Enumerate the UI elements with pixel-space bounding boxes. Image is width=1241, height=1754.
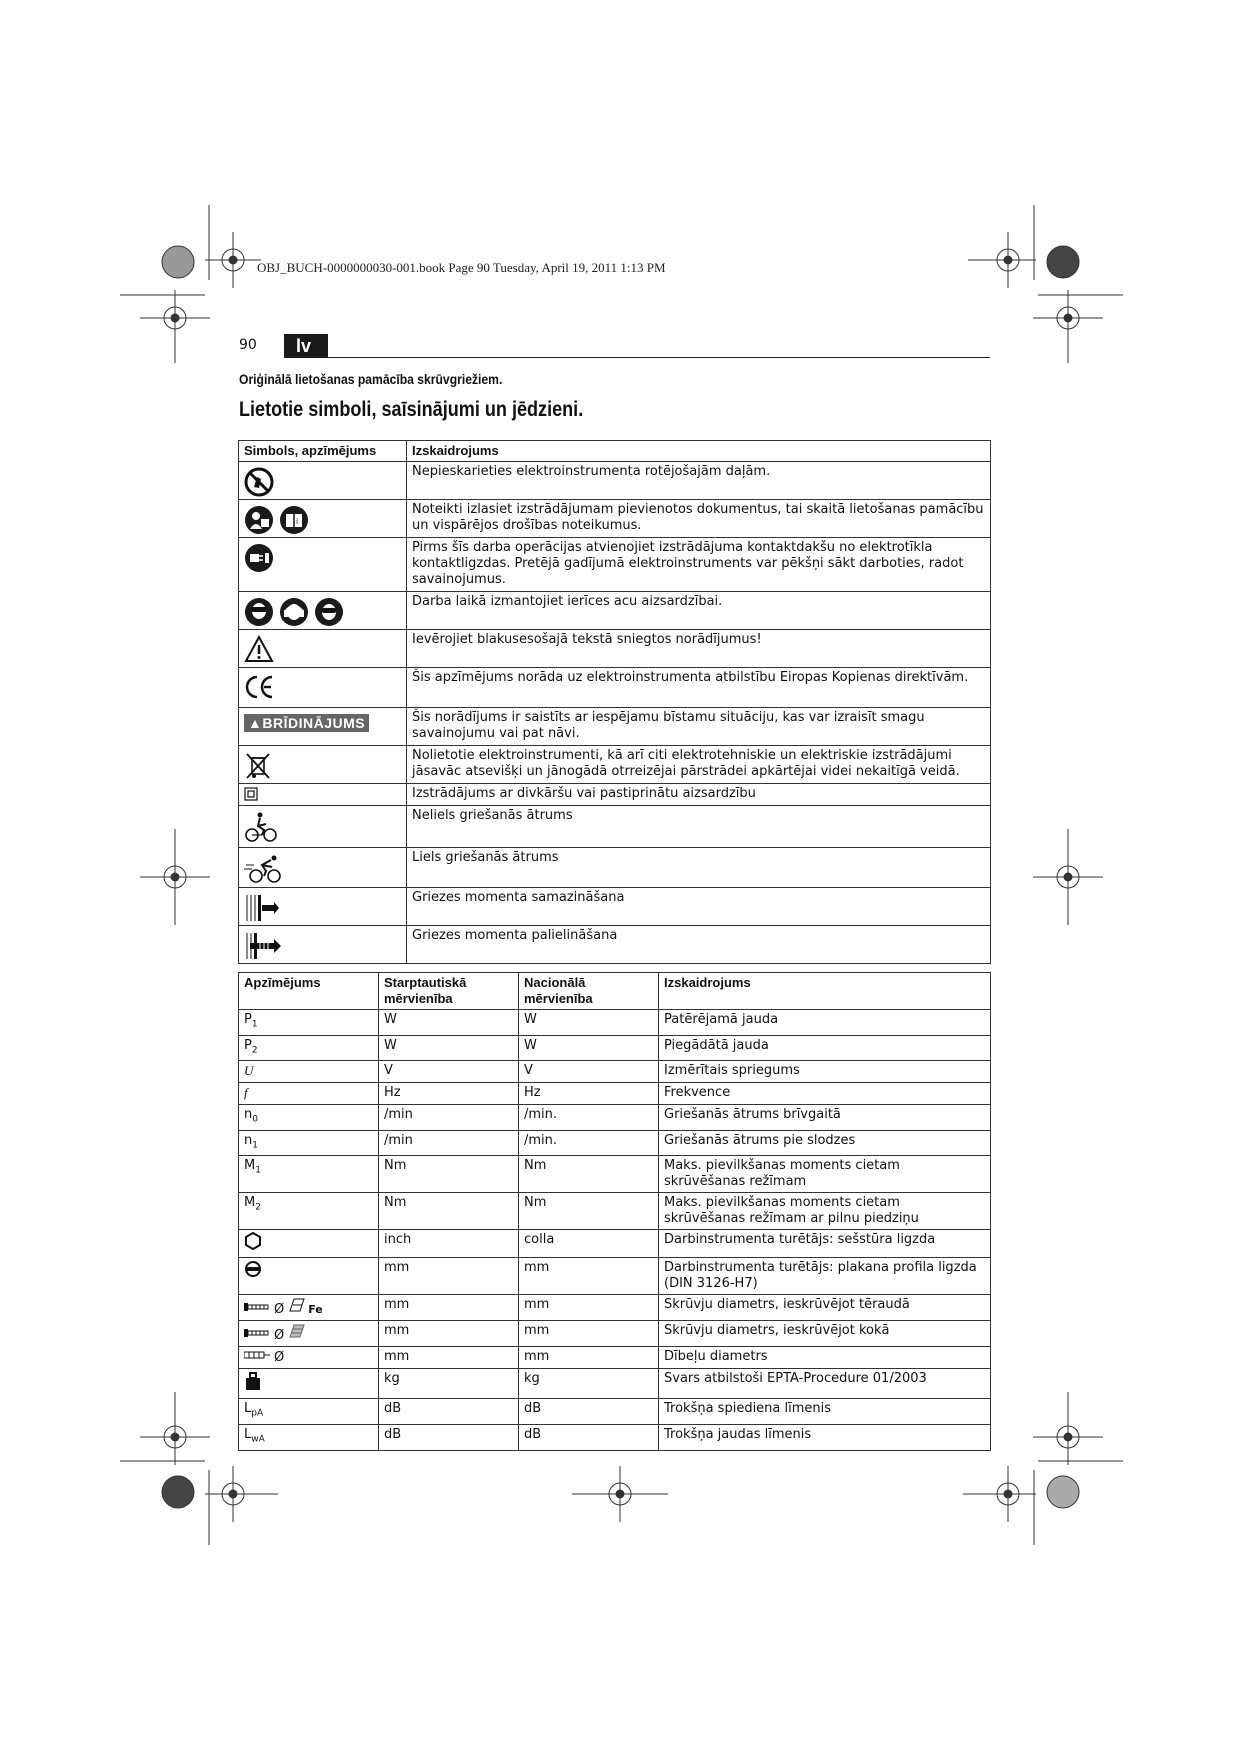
symbol-cell bbox=[239, 668, 407, 708]
units-table bbox=[238, 972, 991, 1451]
high-speed-cyclist-icon bbox=[244, 853, 284, 885]
intl-unit-cell: dB bbox=[379, 1424, 519, 1450]
national-unit-cell: mm bbox=[519, 1321, 659, 1347]
description-cell: Patērējamā jauda bbox=[659, 1010, 991, 1036]
national-unit-cell: Nm bbox=[519, 1156, 659, 1193]
symbol-cell bbox=[239, 1156, 379, 1193]
table-row bbox=[239, 1399, 991, 1425]
table-header-cell: Izskaidrojums bbox=[407, 441, 991, 462]
symbol-cell bbox=[239, 500, 407, 538]
national-unit-cell: /min. bbox=[519, 1105, 659, 1131]
warning-triangle-icon: ▲ bbox=[248, 715, 263, 731]
intl-unit-cell: /min bbox=[379, 1130, 519, 1156]
national-unit-cell: Nm bbox=[519, 1193, 659, 1230]
weee-bin-icon bbox=[244, 751, 272, 781]
print-info: OBJ_BUCH-0000000030-001.book Page 90 Tuesday, April 19, 2011 1:13 PM bbox=[257, 260, 666, 275]
symbol-subscript: 1 bbox=[251, 1019, 258, 1030]
diameter-symbol: Ø bbox=[274, 1328, 285, 1344]
symbol-cell bbox=[239, 926, 407, 964]
national-unit-cell: kg bbox=[519, 1369, 659, 1399]
face-shield-icon bbox=[244, 597, 274, 627]
symbol-cell bbox=[239, 708, 407, 746]
description-cell: Neliels griešanās ātrums bbox=[407, 806, 991, 848]
national-unit-cell: dB bbox=[519, 1424, 659, 1450]
table-row bbox=[239, 538, 991, 592]
symbol-text: U bbox=[244, 1063, 254, 1079]
table-row bbox=[239, 1321, 991, 1347]
table-header-row bbox=[239, 441, 991, 462]
read-documents-icon bbox=[244, 505, 274, 535]
table-row bbox=[239, 462, 991, 500]
table-row bbox=[239, 630, 991, 668]
symbol-cell bbox=[239, 1424, 379, 1450]
screw-steel-icon bbox=[244, 1302, 270, 1317]
national-unit-cell: V bbox=[519, 1061, 659, 1083]
table-row bbox=[239, 806, 991, 848]
flat-profile-socket-icon bbox=[244, 1267, 262, 1282]
symbol-cell bbox=[239, 1347, 379, 1369]
table-row bbox=[239, 708, 991, 746]
description-cell: Izstrādājums ar divkāršu vai pastiprinātu aizsardzību bbox=[407, 784, 991, 806]
table-row bbox=[239, 1083, 991, 1105]
description-cell: Skrūvju diametrs, ieskrūvējot tēraudā bbox=[659, 1295, 991, 1321]
symbol-cell bbox=[239, 538, 407, 592]
intl-unit-cell: W bbox=[379, 1035, 519, 1061]
table-row bbox=[239, 1258, 991, 1295]
symbol-cell bbox=[239, 1321, 379, 1347]
symbol-text: L bbox=[244, 1426, 252, 1442]
header-rule bbox=[284, 357, 990, 358]
description-cell: Šis apzīmējums norāda uz elektroinstrumenta atbilstību Eiropas Kopienas direktīvām. bbox=[407, 668, 991, 708]
description-cell: Piegādātā jauda bbox=[659, 1035, 991, 1061]
description-cell: Frekvence bbox=[659, 1083, 991, 1105]
national-unit-cell: /min. bbox=[519, 1130, 659, 1156]
table-row bbox=[239, 1347, 991, 1369]
table-header-cell: Izskaidrojums bbox=[659, 973, 991, 1010]
table-row bbox=[239, 784, 991, 806]
description-cell: Darbinstrumenta turētājs: sešstūra ligzda bbox=[659, 1230, 991, 1258]
symbol-cell bbox=[239, 1295, 379, 1321]
symbol-cell bbox=[239, 1369, 379, 1399]
intl-unit-cell: mm bbox=[379, 1347, 519, 1369]
material-label: Fe bbox=[308, 1303, 323, 1317]
description-cell: Pirms šīs darba operācijas atvienojiet izstrādājuma kontaktdakšu no elektrotīkla kontaktligzdas. Pretējā gadījumā elektroinstruments var pēkšņi sākt darboties, radot savainojumus. bbox=[407, 538, 991, 592]
symbol-cell bbox=[239, 1105, 379, 1131]
symbol-cell bbox=[239, 1130, 379, 1156]
table-row bbox=[239, 1424, 991, 1450]
national-unit-cell: dB bbox=[519, 1399, 659, 1425]
description-cell: Noteikti izlasiet izstrādājumam pievienotos dokumentus, tai skaitā lietošanas pamācību un vispārējos drošības noteikumus. bbox=[407, 500, 991, 538]
table-row bbox=[239, 1156, 991, 1193]
table-row bbox=[239, 500, 991, 538]
symbol-text: L bbox=[244, 1401, 252, 1417]
symbol-text: P bbox=[244, 1012, 252, 1027]
symbol-subscript: wA bbox=[251, 1434, 265, 1445]
national-unit-cell: W bbox=[519, 1035, 659, 1061]
low-speed-cyclist-icon bbox=[244, 811, 278, 843]
symbol-cell bbox=[239, 630, 407, 668]
warning-label bbox=[244, 714, 369, 732]
symbol-cell bbox=[239, 784, 407, 806]
page-number: 90 bbox=[239, 337, 257, 353]
ear-protection-icon bbox=[279, 597, 309, 627]
symbol-cell bbox=[239, 462, 407, 500]
wood-plank-icon bbox=[288, 1323, 306, 1339]
symbol-cell bbox=[239, 888, 407, 926]
description-cell: Griešanās ātrums brīvgaitā bbox=[659, 1105, 991, 1131]
national-unit-cell: colla bbox=[519, 1230, 659, 1258]
table-row bbox=[239, 1010, 991, 1036]
description-cell: Izmērītais spriegums bbox=[659, 1061, 991, 1083]
table-header-row bbox=[239, 973, 991, 1010]
table-row bbox=[239, 746, 991, 784]
intl-unit-cell: Nm bbox=[379, 1193, 519, 1230]
national-unit-cell: mm bbox=[519, 1347, 659, 1369]
description-cell: Griezes momenta samazināšana bbox=[407, 888, 991, 926]
table-row bbox=[239, 888, 991, 926]
svg-text:i: i bbox=[296, 517, 299, 526]
units-table-body bbox=[239, 1010, 991, 1451]
description-cell: Šis norādījums ir saistīts ar iespējamu bīstamu situāciju, kas var izraisīt smagu savainojumu vai pat nāvi. bbox=[407, 708, 991, 746]
intl-unit-cell: mm bbox=[379, 1321, 519, 1347]
symbol-subscript: 2 bbox=[255, 1202, 261, 1213]
dowel-icon bbox=[244, 1350, 270, 1365]
intl-unit-cell: Nm bbox=[379, 1156, 519, 1193]
description-cell: Skrūvju diametrs, ieskrūvējot kokā bbox=[659, 1321, 991, 1347]
intl-unit-cell: dB bbox=[379, 1399, 519, 1425]
intl-unit-cell: mm bbox=[379, 1258, 519, 1295]
diameter-symbol: Ø bbox=[274, 1302, 285, 1318]
national-unit-cell: mm bbox=[519, 1295, 659, 1321]
table-row bbox=[239, 668, 991, 708]
symbol-cell bbox=[239, 746, 407, 784]
intl-unit-cell: inch bbox=[379, 1230, 519, 1258]
description-cell: Maks. pievilkšanas moments cietam skrūvēšanas režīmam bbox=[659, 1156, 991, 1193]
intl-unit-cell: /min bbox=[379, 1105, 519, 1131]
ce-mark-icon bbox=[244, 673, 276, 701]
symbol-text: P bbox=[244, 1037, 252, 1053]
description-cell: Svars atbilstoši EPTA-Procedure 01/2003 bbox=[659, 1369, 991, 1399]
torque-decrease-icon bbox=[244, 893, 280, 923]
warning-triangle-icon bbox=[244, 635, 274, 663]
symbol-cell bbox=[239, 806, 407, 848]
symbol-text: n bbox=[244, 1107, 253, 1123]
symbol-cell bbox=[239, 1399, 379, 1425]
symbol-cell bbox=[239, 1193, 379, 1230]
no-touch-rotating-icon bbox=[244, 467, 274, 497]
metal-plate-icon bbox=[288, 1297, 306, 1313]
intl-unit-cell: Hz bbox=[379, 1083, 519, 1105]
table-row bbox=[239, 926, 991, 964]
description-cell: Trokšņa jaudas līmenis bbox=[659, 1424, 991, 1450]
symbol-text: M bbox=[244, 1195, 256, 1211]
screw-wood-icon bbox=[244, 1328, 270, 1343]
table-row bbox=[239, 1035, 991, 1061]
symbol-cell bbox=[239, 592, 407, 630]
national-unit-cell: mm bbox=[519, 1258, 659, 1295]
description-cell: Darba laikā izmantojiet ierīces acu aizsardzībai. bbox=[407, 592, 991, 630]
table-row bbox=[239, 1230, 991, 1258]
description-cell: Griešanās ātrums pie slodzes bbox=[659, 1130, 991, 1156]
description-cell: Trokšņa spiediena līmenis bbox=[659, 1399, 991, 1425]
description-cell: Maks. pievilkšanas moments cietam skrūvēšanas režīmam ar pilnu piedziņu bbox=[659, 1193, 991, 1230]
symbol-text: n bbox=[244, 1132, 253, 1148]
section-title: Lietotie simboli, saīsinājumi un jēdzieni. bbox=[239, 398, 584, 421]
symbols-table bbox=[238, 440, 991, 964]
symbol-cell bbox=[239, 1083, 379, 1105]
national-unit-cell: W bbox=[519, 1010, 659, 1036]
symbol-subscript: pA bbox=[251, 1408, 264, 1419]
symbol-text: f bbox=[244, 1085, 248, 1101]
unplug-icon bbox=[244, 543, 274, 573]
symbol-cell bbox=[239, 1010, 379, 1036]
table-row bbox=[239, 1369, 991, 1399]
table-row bbox=[239, 592, 991, 630]
table-header-cell: Simbols, apzīmējums bbox=[239, 441, 407, 462]
symbol-cell bbox=[239, 1061, 379, 1083]
table-row bbox=[239, 1105, 991, 1131]
symbol-cell bbox=[239, 1230, 379, 1258]
intl-unit-cell: kg bbox=[379, 1369, 519, 1399]
diameter-symbol: Ø bbox=[274, 1350, 285, 1366]
intl-unit-cell: W bbox=[379, 1010, 519, 1036]
table-row bbox=[239, 848, 991, 888]
national-unit-cell: Hz bbox=[519, 1083, 659, 1105]
table-header-cell: Nacionālā mērvienība bbox=[519, 973, 659, 1010]
manual-book-icon bbox=[279, 505, 309, 535]
intl-unit-cell: mm bbox=[379, 1295, 519, 1321]
table-row bbox=[239, 1295, 991, 1321]
symbol-cell bbox=[239, 1258, 379, 1295]
table-row bbox=[239, 1061, 991, 1083]
weight-icon bbox=[244, 1380, 262, 1395]
table-row bbox=[239, 1130, 991, 1156]
description-cell: Nepieskarieties elektroinstrumenta rotējošajām daļām. bbox=[407, 462, 991, 500]
symbol-cell bbox=[239, 1035, 379, 1061]
double-insulation-icon bbox=[244, 787, 258, 801]
table-header-cell: Starptautiskā mērvienība bbox=[379, 973, 519, 1010]
safety-goggles-icon bbox=[314, 597, 344, 627]
symbol-cell bbox=[239, 848, 407, 888]
document-subtitle: Oriģinālā lietošanas pamācība skrūvgriežiem. bbox=[239, 372, 503, 387]
language-tab: lv bbox=[284, 334, 328, 358]
symbol-subscript: 1 bbox=[255, 1165, 261, 1176]
description-cell: Nolietotie elektroinstrumenti, kā arī citi elektrotehniskie un elektriskie izstrādājumi jāsavāc atsevišķi un jānogādā otrreizējai pārstrādei apkārtējai videi nekaitīgā veidā. bbox=[407, 746, 991, 784]
description-cell: Griezes momenta palielināšana bbox=[407, 926, 991, 964]
table-header-cell: Apzīmējums bbox=[239, 973, 379, 1010]
description-cell: Liels griešanās ātrums bbox=[407, 848, 991, 888]
symbol-text: M bbox=[244, 1158, 256, 1174]
symbol-subscript: 1 bbox=[252, 1140, 258, 1151]
hex-socket-icon bbox=[244, 1239, 262, 1254]
description-cell: Ievērojiet blakusesošajā tekstā sniegtos norādījumus! bbox=[407, 630, 991, 668]
torque-increase-icon bbox=[244, 931, 284, 961]
symbol-subscript: 0 bbox=[252, 1114, 258, 1125]
warning-label-text: BRĪDINĀJUMS bbox=[262, 715, 366, 731]
symbol-subscript: 2 bbox=[251, 1045, 258, 1056]
description-cell: Darbinstrumenta turētājs: plakana profila ligzda (DIN 3126-H7) bbox=[659, 1258, 991, 1295]
table-row bbox=[239, 1193, 991, 1230]
intl-unit-cell: V bbox=[379, 1061, 519, 1083]
description-cell: Dībeļu diametrs bbox=[659, 1347, 991, 1369]
